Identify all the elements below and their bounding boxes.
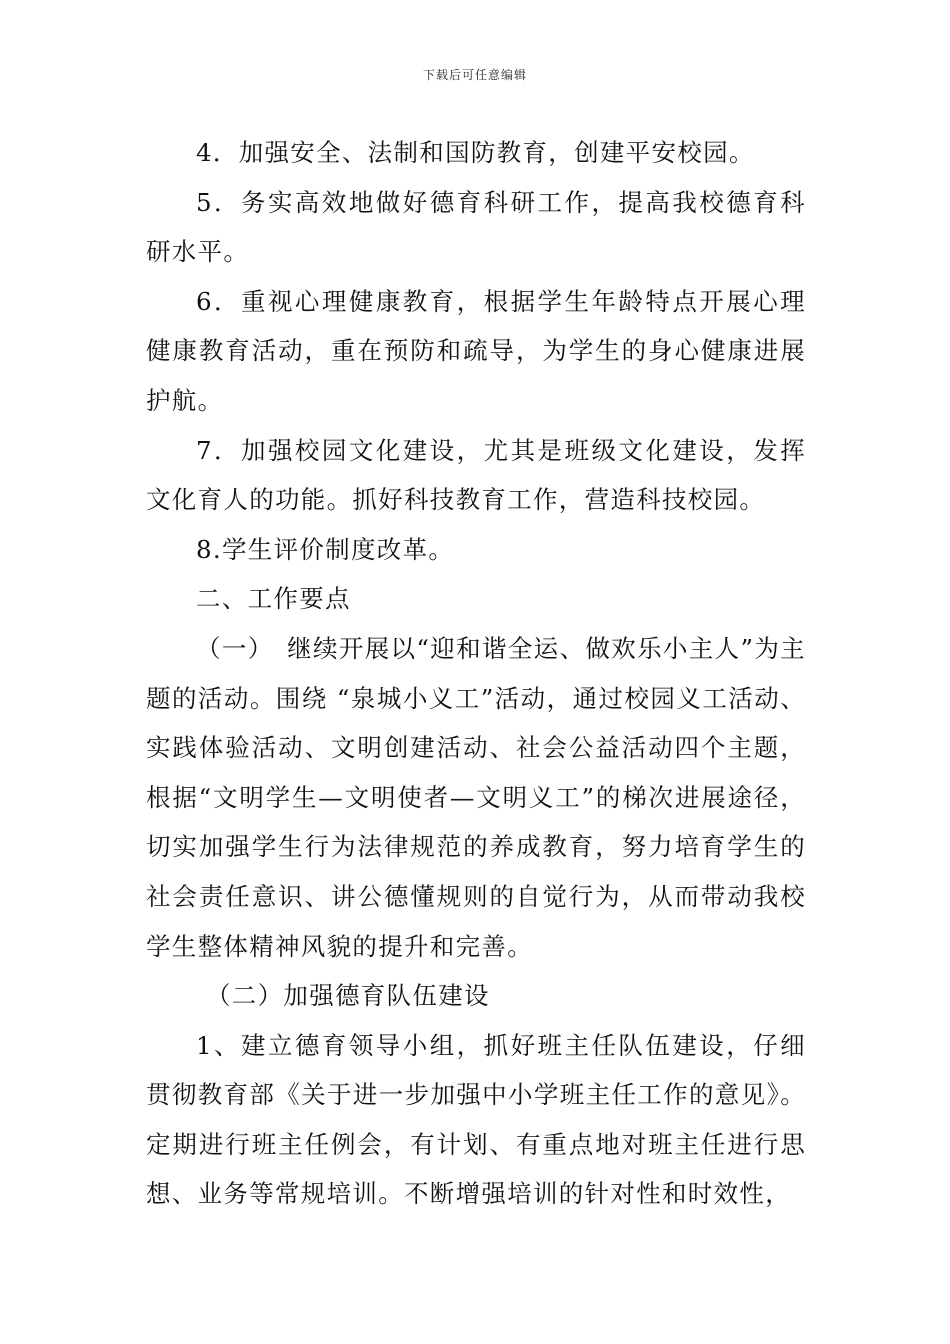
subsection-heading-2: （二）加强德育队伍建设 bbox=[206, 981, 490, 1011]
document-body bbox=[146, 128, 806, 1219]
paragraph-subsection-1: （一） 继续开展以“迎和谐全运、做欢乐小主人”为主题的活动。围绕 “泉城小义工”活动，通过校园义工活动、实践体验活动、文明创建活动、社会公益活动四个主题，根据“文明学生—文明使者—文明义工”的梯次进展途径，切实加强学生行为法律规范的养成教育，努力培育学生的社会责任意识、讲公德懂规则的自觉行为，从而带动我校学生整体精神风貌的提升和完善。 bbox=[146, 633, 806, 961]
section-heading-work-points: 二、工作要点 bbox=[196, 584, 351, 614]
paragraph-subsection-2-item-1: 1、建立德育领导小组，抓好班主任队伍建设，仔细贯彻教育部《关于进一步加强中小学班主任工作的意见》。定期进行班主任例会，有计划、有重点地对班主任进行思想、业务等常规培训。不断增强培训的针对性和时效性， bbox=[146, 1030, 806, 1209]
download-note: 下载后可任意编辑 bbox=[422, 68, 527, 82]
paragraph-item-7: 7．加强校园文化建设，尤其是班级文化建设，发挥文化育人的功能。抓好科技教育工作，营造科技校园。 bbox=[146, 435, 806, 515]
paragraph-item-8: 8.学生评价制度改革。 bbox=[196, 534, 455, 564]
paragraph-item-5: 5．务实高效地做好德育科研工作，提高我校德育科研水平。 bbox=[146, 187, 806, 267]
paragraph-item-4: 4．加强安全、法制和国防教育，创建平安校园。 bbox=[196, 138, 755, 167]
paragraph-item-6: 6．重视心理健康教育，根据学生年龄特点开展心理健康教育活动，重在预防和疏导，为学生的身心健康进展护航。 bbox=[146, 286, 806, 415]
